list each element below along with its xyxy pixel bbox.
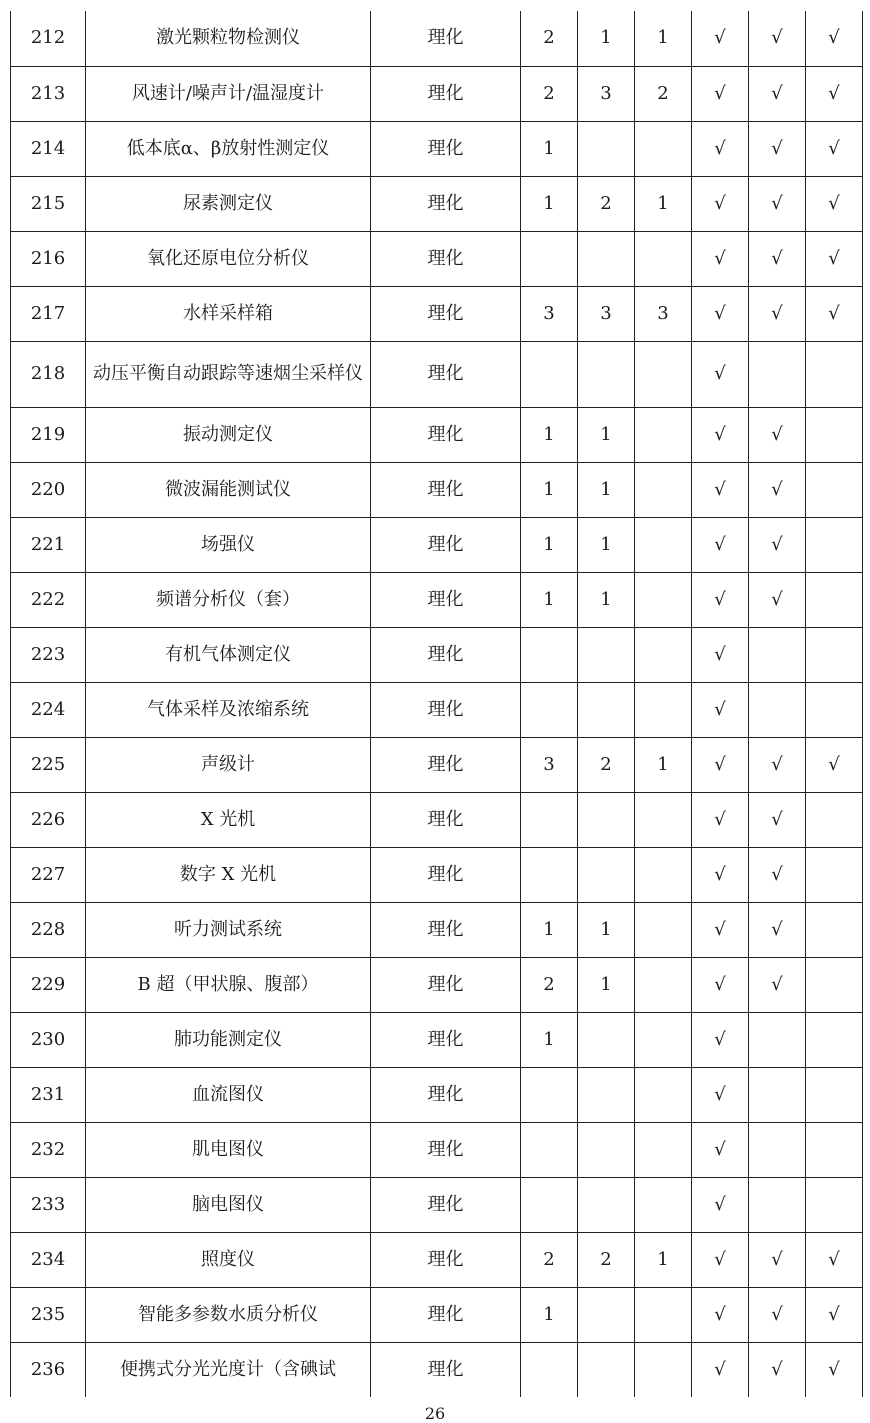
check-2 — [749, 1067, 806, 1122]
quantity-3 — [635, 1177, 692, 1232]
equipment-name: 声级计 — [86, 737, 371, 792]
check-3: √ — [806, 66, 863, 121]
check-3: √ — [806, 1342, 863, 1397]
quantity-2: 1 — [578, 407, 635, 462]
check-1: √ — [692, 1232, 749, 1287]
quantity-3 — [635, 121, 692, 176]
check-2 — [749, 682, 806, 737]
table-row — [11, 407, 863, 462]
quantity-1 — [521, 1177, 578, 1232]
row-number: 217 — [11, 286, 86, 341]
equipment-name: 低本底α、β放射性测定仪 — [86, 121, 371, 176]
quantity-2: 1 — [578, 902, 635, 957]
row-number: 220 — [11, 462, 86, 517]
quantity-2 — [578, 1342, 635, 1397]
equipment-name: 场强仪 — [86, 517, 371, 572]
row-number: 222 — [11, 572, 86, 627]
table-body — [11, 11, 863, 1397]
check-1: √ — [692, 792, 749, 847]
category: 理化 — [371, 66, 521, 121]
quantity-3: 1 — [635, 737, 692, 792]
category: 理化 — [371, 462, 521, 517]
category: 理化 — [371, 627, 521, 682]
check-1: √ — [692, 407, 749, 462]
check-2: √ — [749, 11, 806, 66]
quantity-1: 1 — [521, 176, 578, 231]
row-number: 219 — [11, 407, 86, 462]
equipment-name: 气体采样及浓缩系统 — [86, 682, 371, 737]
category: 理化 — [371, 231, 521, 286]
quantity-2 — [578, 847, 635, 902]
check-3 — [806, 1067, 863, 1122]
check-3 — [806, 957, 863, 1012]
quantity-1 — [521, 1067, 578, 1122]
quantity-1 — [521, 1342, 578, 1397]
row-number: 226 — [11, 792, 86, 847]
equipment-name: 频谱分析仪（套） — [86, 572, 371, 627]
row-number: 235 — [11, 1287, 86, 1342]
quantity-2: 2 — [578, 176, 635, 231]
table-row — [11, 957, 863, 1012]
check-3 — [806, 341, 863, 407]
equipment-name: 激光颗粒物检测仪 — [86, 11, 371, 66]
check-2 — [749, 1122, 806, 1177]
quantity-3 — [635, 1122, 692, 1177]
check-3 — [806, 462, 863, 517]
category: 理化 — [371, 176, 521, 231]
quantity-3: 1 — [635, 1232, 692, 1287]
quantity-3 — [635, 341, 692, 407]
check-1: √ — [692, 66, 749, 121]
row-number: 216 — [11, 231, 86, 286]
quantity-2: 3 — [578, 286, 635, 341]
row-number: 218 — [11, 341, 86, 407]
equipment-name: 便携式分光光度计（含碘试 — [86, 1342, 371, 1397]
quantity-3: 1 — [635, 11, 692, 66]
row-number: 223 — [11, 627, 86, 682]
table-row — [11, 1232, 863, 1287]
check-2: √ — [749, 1342, 806, 1397]
check-2: √ — [749, 1232, 806, 1287]
check-1: √ — [692, 517, 749, 572]
row-number: 212 — [11, 11, 86, 66]
quantity-3 — [635, 231, 692, 286]
equipment-name: 微波漏能测试仪 — [86, 462, 371, 517]
quantity-1 — [521, 682, 578, 737]
table-row — [11, 792, 863, 847]
row-number: 214 — [11, 121, 86, 176]
quantity-3 — [635, 572, 692, 627]
quantity-3 — [635, 1342, 692, 1397]
check-1: √ — [692, 1287, 749, 1342]
check-3: √ — [806, 1287, 863, 1342]
check-1: √ — [692, 572, 749, 627]
row-number: 236 — [11, 1342, 86, 1397]
check-2: √ — [749, 121, 806, 176]
quantity-3 — [635, 627, 692, 682]
category: 理化 — [371, 286, 521, 341]
quantity-1: 1 — [521, 121, 578, 176]
table-row — [11, 627, 863, 682]
check-1: √ — [692, 847, 749, 902]
check-3: √ — [806, 1232, 863, 1287]
quantity-1: 1 — [521, 1012, 578, 1067]
check-2 — [749, 1177, 806, 1232]
table-row — [11, 737, 863, 792]
quantity-3 — [635, 847, 692, 902]
check-3 — [806, 792, 863, 847]
check-2: √ — [749, 902, 806, 957]
row-number: 230 — [11, 1012, 86, 1067]
table-row — [11, 1177, 863, 1232]
check-2 — [749, 341, 806, 407]
check-3 — [806, 572, 863, 627]
equipment-name: 数字 X 光机 — [86, 847, 371, 902]
check-1: √ — [692, 121, 749, 176]
quantity-1: 1 — [521, 1287, 578, 1342]
check-1: √ — [692, 627, 749, 682]
quantity-1: 1 — [521, 517, 578, 572]
check-1: √ — [692, 957, 749, 1012]
category: 理化 — [371, 847, 521, 902]
equipment-name: B 超（甲状腺、腹部） — [86, 957, 371, 1012]
category: 理化 — [371, 407, 521, 462]
check-3 — [806, 1122, 863, 1177]
equipment-name: 氧化还原电位分析仪 — [86, 231, 371, 286]
check-1: √ — [692, 1067, 749, 1122]
check-2: √ — [749, 737, 806, 792]
category: 理化 — [371, 1067, 521, 1122]
check-1: √ — [692, 176, 749, 231]
quantity-3 — [635, 957, 692, 1012]
check-3 — [806, 847, 863, 902]
quantity-2 — [578, 1122, 635, 1177]
category: 理化 — [371, 1287, 521, 1342]
check-3 — [806, 1177, 863, 1232]
quantity-3 — [635, 462, 692, 517]
check-1: √ — [692, 462, 749, 517]
quantity-2 — [578, 1177, 635, 1232]
quantity-1 — [521, 1122, 578, 1177]
check-2: √ — [749, 66, 806, 121]
check-3: √ — [806, 737, 863, 792]
row-number: 215 — [11, 176, 86, 231]
equipment-table — [10, 11, 863, 1397]
table-row — [11, 1012, 863, 1067]
equipment-name: 风速计/噪声计/温湿度计 — [86, 66, 371, 121]
quantity-1: 2 — [521, 957, 578, 1012]
category: 理化 — [371, 1177, 521, 1232]
equipment-name: 水样采样箱 — [86, 286, 371, 341]
page-number: 26 — [424, 1404, 446, 1423]
equipment-name: 肌电图仪 — [86, 1122, 371, 1177]
check-3: √ — [806, 121, 863, 176]
quantity-2 — [578, 792, 635, 847]
check-3 — [806, 627, 863, 682]
equipment-name: 脑电图仪 — [86, 1177, 371, 1232]
table-row — [11, 572, 863, 627]
equipment-name: 听力测试系统 — [86, 902, 371, 957]
category: 理化 — [371, 517, 521, 572]
category: 理化 — [371, 737, 521, 792]
row-number: 225 — [11, 737, 86, 792]
quantity-1: 1 — [521, 407, 578, 462]
quantity-1: 3 — [521, 737, 578, 792]
table-row — [11, 176, 863, 231]
table-row — [11, 231, 863, 286]
category: 理化 — [371, 572, 521, 627]
quantity-3 — [635, 1287, 692, 1342]
quantity-2 — [578, 121, 635, 176]
check-2: √ — [749, 286, 806, 341]
equipment-name: 智能多参数水质分析仪 — [86, 1287, 371, 1342]
check-2: √ — [749, 572, 806, 627]
table-row — [11, 1067, 863, 1122]
quantity-2: 2 — [578, 737, 635, 792]
check-2: √ — [749, 462, 806, 517]
table-row — [11, 517, 863, 572]
quantity-2 — [578, 1287, 635, 1342]
quantity-3 — [635, 682, 692, 737]
quantity-2 — [578, 682, 635, 737]
check-1: √ — [692, 231, 749, 286]
quantity-3 — [635, 902, 692, 957]
table-row — [11, 121, 863, 176]
quantity-2 — [578, 231, 635, 286]
quantity-2: 1 — [578, 462, 635, 517]
check-1: √ — [692, 1342, 749, 1397]
check-3 — [806, 407, 863, 462]
quantity-1: 1 — [521, 902, 578, 957]
equipment-name: 振动测定仪 — [86, 407, 371, 462]
check-1: √ — [692, 1012, 749, 1067]
equipment-name: 照度仪 — [86, 1232, 371, 1287]
quantity-1: 2 — [521, 1232, 578, 1287]
equipment-name: 尿素测定仪 — [86, 176, 371, 231]
check-1: √ — [692, 341, 749, 407]
table-row — [11, 11, 863, 66]
quantity-1: 2 — [521, 66, 578, 121]
check-2: √ — [749, 792, 806, 847]
quantity-1: 1 — [521, 462, 578, 517]
quantity-3 — [635, 792, 692, 847]
quantity-3 — [635, 407, 692, 462]
table-row — [11, 1287, 863, 1342]
equipment-name: 血流图仪 — [86, 1067, 371, 1122]
table-row — [11, 66, 863, 121]
check-1: √ — [692, 902, 749, 957]
check-1: √ — [692, 1177, 749, 1232]
check-2 — [749, 627, 806, 682]
check-1: √ — [692, 737, 749, 792]
row-number: 228 — [11, 902, 86, 957]
quantity-1 — [521, 792, 578, 847]
category: 理化 — [371, 1342, 521, 1397]
table-row — [11, 847, 863, 902]
quantity-3 — [635, 1012, 692, 1067]
check-2: √ — [749, 176, 806, 231]
quantity-3: 1 — [635, 176, 692, 231]
category: 理化 — [371, 11, 521, 66]
check-3: √ — [806, 176, 863, 231]
quantity-2 — [578, 1012, 635, 1067]
table-row — [11, 682, 863, 737]
quantity-2: 3 — [578, 66, 635, 121]
row-number: 213 — [11, 66, 86, 121]
quantity-3 — [635, 1067, 692, 1122]
equipment-name: 肺功能测定仪 — [86, 1012, 371, 1067]
quantity-2: 1 — [578, 572, 635, 627]
row-number: 229 — [11, 957, 86, 1012]
check-2 — [749, 1012, 806, 1067]
category: 理化 — [371, 957, 521, 1012]
row-number: 232 — [11, 1122, 86, 1177]
row-number: 231 — [11, 1067, 86, 1122]
quantity-1: 2 — [521, 11, 578, 66]
check-2: √ — [749, 1287, 806, 1342]
quantity-2 — [578, 627, 635, 682]
quantity-1: 3 — [521, 286, 578, 341]
check-3: √ — [806, 286, 863, 341]
table-row — [11, 902, 863, 957]
quantity-2 — [578, 1067, 635, 1122]
check-1: √ — [692, 286, 749, 341]
check-3 — [806, 902, 863, 957]
check-3 — [806, 517, 863, 572]
quantity-1: 1 — [521, 572, 578, 627]
quantity-3: 2 — [635, 66, 692, 121]
check-3: √ — [806, 231, 863, 286]
check-2: √ — [749, 231, 806, 286]
equipment-name: 动压平衡自动跟踪等速烟尘采样仪 — [86, 341, 371, 407]
check-3: √ — [806, 11, 863, 66]
category: 理化 — [371, 1232, 521, 1287]
row-number: 234 — [11, 1232, 86, 1287]
quantity-1 — [521, 627, 578, 682]
quantity-2: 1 — [578, 517, 635, 572]
quantity-3: 3 — [635, 286, 692, 341]
check-1: √ — [692, 11, 749, 66]
category: 理化 — [371, 1012, 521, 1067]
row-number: 221 — [11, 517, 86, 572]
check-1: √ — [692, 1122, 749, 1177]
quantity-1 — [521, 847, 578, 902]
quantity-1 — [521, 341, 578, 407]
quantity-3 — [635, 517, 692, 572]
check-3 — [806, 682, 863, 737]
table-row — [11, 462, 863, 517]
row-number: 227 — [11, 847, 86, 902]
table-row — [11, 286, 863, 341]
category: 理化 — [371, 1122, 521, 1177]
table-row — [11, 1122, 863, 1177]
category: 理化 — [371, 902, 521, 957]
check-1: √ — [692, 682, 749, 737]
check-2: √ — [749, 957, 806, 1012]
table-row — [11, 341, 863, 407]
row-number: 224 — [11, 682, 86, 737]
equipment-name: 有机气体测定仪 — [86, 627, 371, 682]
category: 理化 — [371, 682, 521, 737]
quantity-2: 1 — [578, 11, 635, 66]
category: 理化 — [371, 121, 521, 176]
category: 理化 — [371, 792, 521, 847]
table-row — [11, 1342, 863, 1397]
check-2: √ — [749, 407, 806, 462]
row-number: 233 — [11, 1177, 86, 1232]
quantity-1 — [521, 231, 578, 286]
check-2: √ — [749, 847, 806, 902]
quantity-2: 1 — [578, 957, 635, 1012]
check-2: √ — [749, 517, 806, 572]
check-3 — [806, 1012, 863, 1067]
quantity-2: 2 — [578, 1232, 635, 1287]
quantity-2 — [578, 341, 635, 407]
equipment-name: X 光机 — [86, 792, 371, 847]
category: 理化 — [371, 341, 521, 407]
